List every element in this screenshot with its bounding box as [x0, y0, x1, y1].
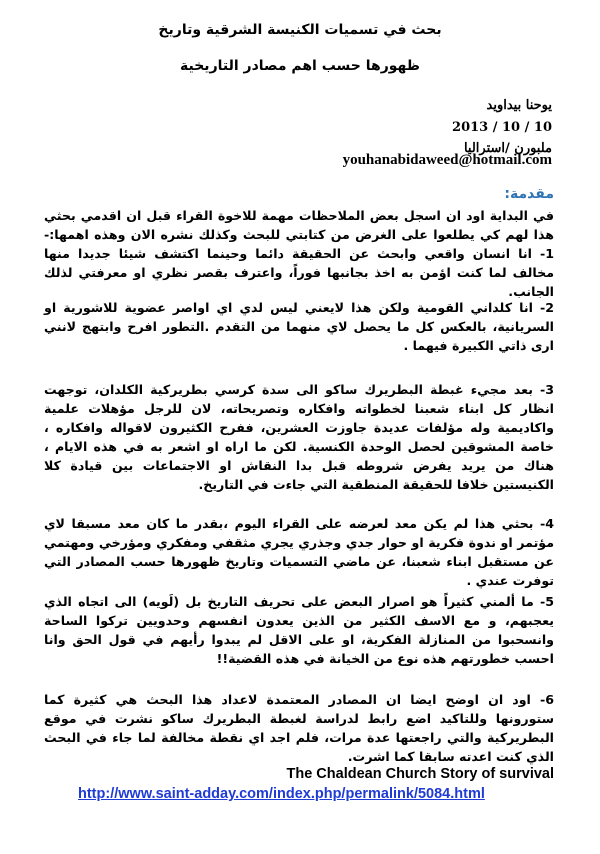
author-email: youhanabidaweed@hotmail.com: [342, 152, 552, 168]
paragraph-2: 2- انا كلداني القومية ولكن هذا لايعني ليس لدي اي اواصر عضوية للاشورية او السريانية، بالعكس كل ما يحصل لاي منهما من التقدم .التطور افرح وابتهج لانني ارى ذاتي الكبيرة فيهما .: [44, 300, 554, 353]
intro-heading: مقدمة:: [504, 186, 554, 202]
paragraph-5: 5- ما ألمني كثيراً هو اصرار البعض على تحريف التاريخ بل (لَويه) الى اتجاه الذي يعجبهم، و مع الاسف الكثير من الذين يعدون انفسهم وحدويين تركوا الساحة وانسحبوا من المنازلة الفكرية، او على الاقل لم يبدوا رأيهم في قول الحق وانا احسب خطورتهم هذه نوع من الخيانة في هذه القضية!!: [44, 594, 554, 666]
paragraph-3: 3- بعد مجيء غبطة البطريرك ساكو الى سدة كرسي بطريركية الكلدان، توجهت انظار كل ابناء شعبنا لخطواته وافكاره وتصريحاته، لان للرجل مؤهلات علمية واكاديمية وله مؤلفات عديدة جاوزت العشرين، ففرح الكثيرون لاقواله وافكاره ، خاصة المشوقين لحصل الوحدة الكنسية. لكن ما اراه او اشعر به في هذه الايام ، هناك من يريد يفرض شروطه قبل بدا النقاش او الاجتماعات بين قيادة كلا الكنيستين خلافا للحقيقة المنطقية التي جاءت في التاريخ.: [44, 382, 554, 492]
document-location: ملبورن /استراليا: [463, 141, 552, 156]
paragraph-4: 4- بحثي هذا لم يكن معد لعرضه على القراء اليوم ،بقدر ما كان معد مسبقا لاي مؤتمر او ندوة فكرية او حوار جدي وجذري يجري مثقفي ومفكري ومؤرخي ومهتمي عن مستقبل ابناء شعبنا، عن ماضي التسميات وتاريخ ظهورها حسب المصادر التي توفرت عندي .: [44, 516, 554, 588]
document-subtitle: ظهورها حسب اهم مصادر التاريخية: [180, 58, 420, 74]
reference-link[interactable]: http://www.saint-adday.com/index.php/permalink/5084.html: [78, 786, 485, 802]
author-name: يوحنا بيداويد: [486, 98, 552, 113]
paragraph-6: 6- اود ان اوضح ايضا ان المصادر المعتمدة لاعداد هذا البحث هي كثيرة كما ستورونها وللتاكيد اضع رابط لدراسة لغبطة البطريرك ساكو نشرت في موقع البطريركية والتي راجعتها عدة مرات، فلم اجد اي نقطة مخالفة لما جاء في البحث الذي كنت اعدته سابقا كما اشرت.: [44, 692, 554, 764]
document-title: بحث في تسميات الكنيسة الشرقية وتاريخ: [158, 22, 442, 38]
english-title: The Chaldean Church Story of survival: [286, 766, 554, 782]
paragraph-intro: في البداية اود ان اسجل بعض الملاحظات مهمة للاخوة القراء قبل ان اقدمي بحثي هذا لهم كي يطلعوا على الغرض من كتابتي للبحث وكذلك نشره الان وهذه اهمها:- 1- انا انسان واقعي وابحث عن الحقيقة دائما وحينما اكتشف شيئا جديدا منها مخالف لما كنت اؤمن به اخذ بجانبها فوراً، واعترف بقصر نظري او معرفتي لذلك الجانب.: [44, 208, 554, 299]
document-date: 2013 / 10 / 10: [452, 120, 552, 135]
